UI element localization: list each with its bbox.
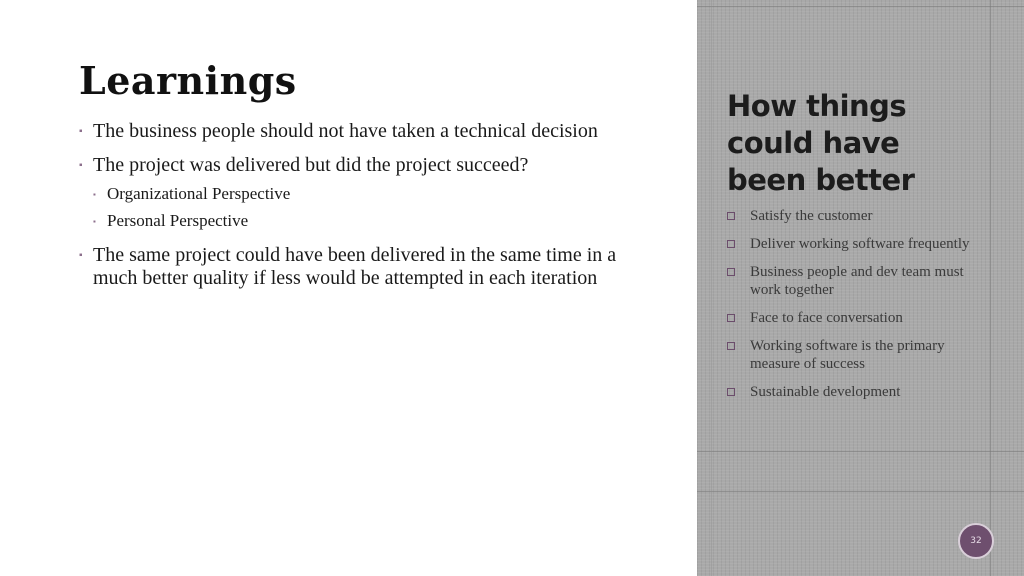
sidebar-title: How things could have been better [727,89,915,197]
hollow-square-bullet-icon [727,268,735,276]
hollow-square-bullet-icon [727,388,735,396]
sidebar-bullet-item [727,383,987,401]
sidebar-bullet-item [727,235,987,253]
slide-title: Learnings [79,58,297,103]
sidebar-bullet-text: Satisfy the customer [750,208,873,224]
hollow-square-bullet-icon [727,314,735,322]
main-bullet-text: The project was delivered but did the project succeed? [93,154,529,176]
hollow-square-bullet-icon [727,212,735,220]
square-bullet-icon: ▪ [93,190,96,199]
sub-bullet-text: Personal Perspective [107,211,249,230]
sidebar-bullet-text: Business people and dev team must work together [750,264,964,298]
main-bullet-item [79,154,639,233]
grid-line [697,6,1024,7]
hollow-square-bullet-icon [727,240,735,248]
sub-bullet-item [93,208,639,233]
grid-line [711,0,712,576]
sub-bullet-text: Organizational Perspective [107,184,291,203]
square-bullet-icon: ▪ [79,250,83,261]
grid-line [697,451,1024,452]
sidebar-bullet-list [727,207,987,411]
sidebar-bullet-text: Face to face conversation [750,310,903,326]
sub-bullet-list [93,181,639,233]
sidebar-bullet-text: Sustainable development [750,384,901,400]
main-bullet-list [79,120,639,301]
square-bullet-icon: ▪ [79,160,83,171]
sidebar-bullet-item [727,207,987,225]
sidebar-bullet-text: Deliver working software frequently [750,236,970,252]
grid-line [697,491,1024,492]
main-bullet-text: The same project could have been delivered in the same time in a much better quality if less would be attempted in each iteration [93,244,617,289]
square-bullet-icon: ▪ [93,217,96,226]
sub-bullet-item [93,181,639,206]
main-bullet-item [79,244,639,290]
page-number-badge: 32 [958,523,994,559]
hollow-square-bullet-icon [727,342,735,350]
sidebar-bullet-text: Working software is the primary measure of success [750,338,945,372]
main-bullet-text: The business people should not have taken a technical decision [93,120,598,142]
sidebar-bullet-item [727,337,987,373]
square-bullet-icon: ▪ [79,126,83,137]
grid-line [990,0,991,576]
sidebar-bullet-item [727,263,987,299]
sidebar-bullet-item [727,309,987,327]
main-bullet-item [79,120,639,143]
